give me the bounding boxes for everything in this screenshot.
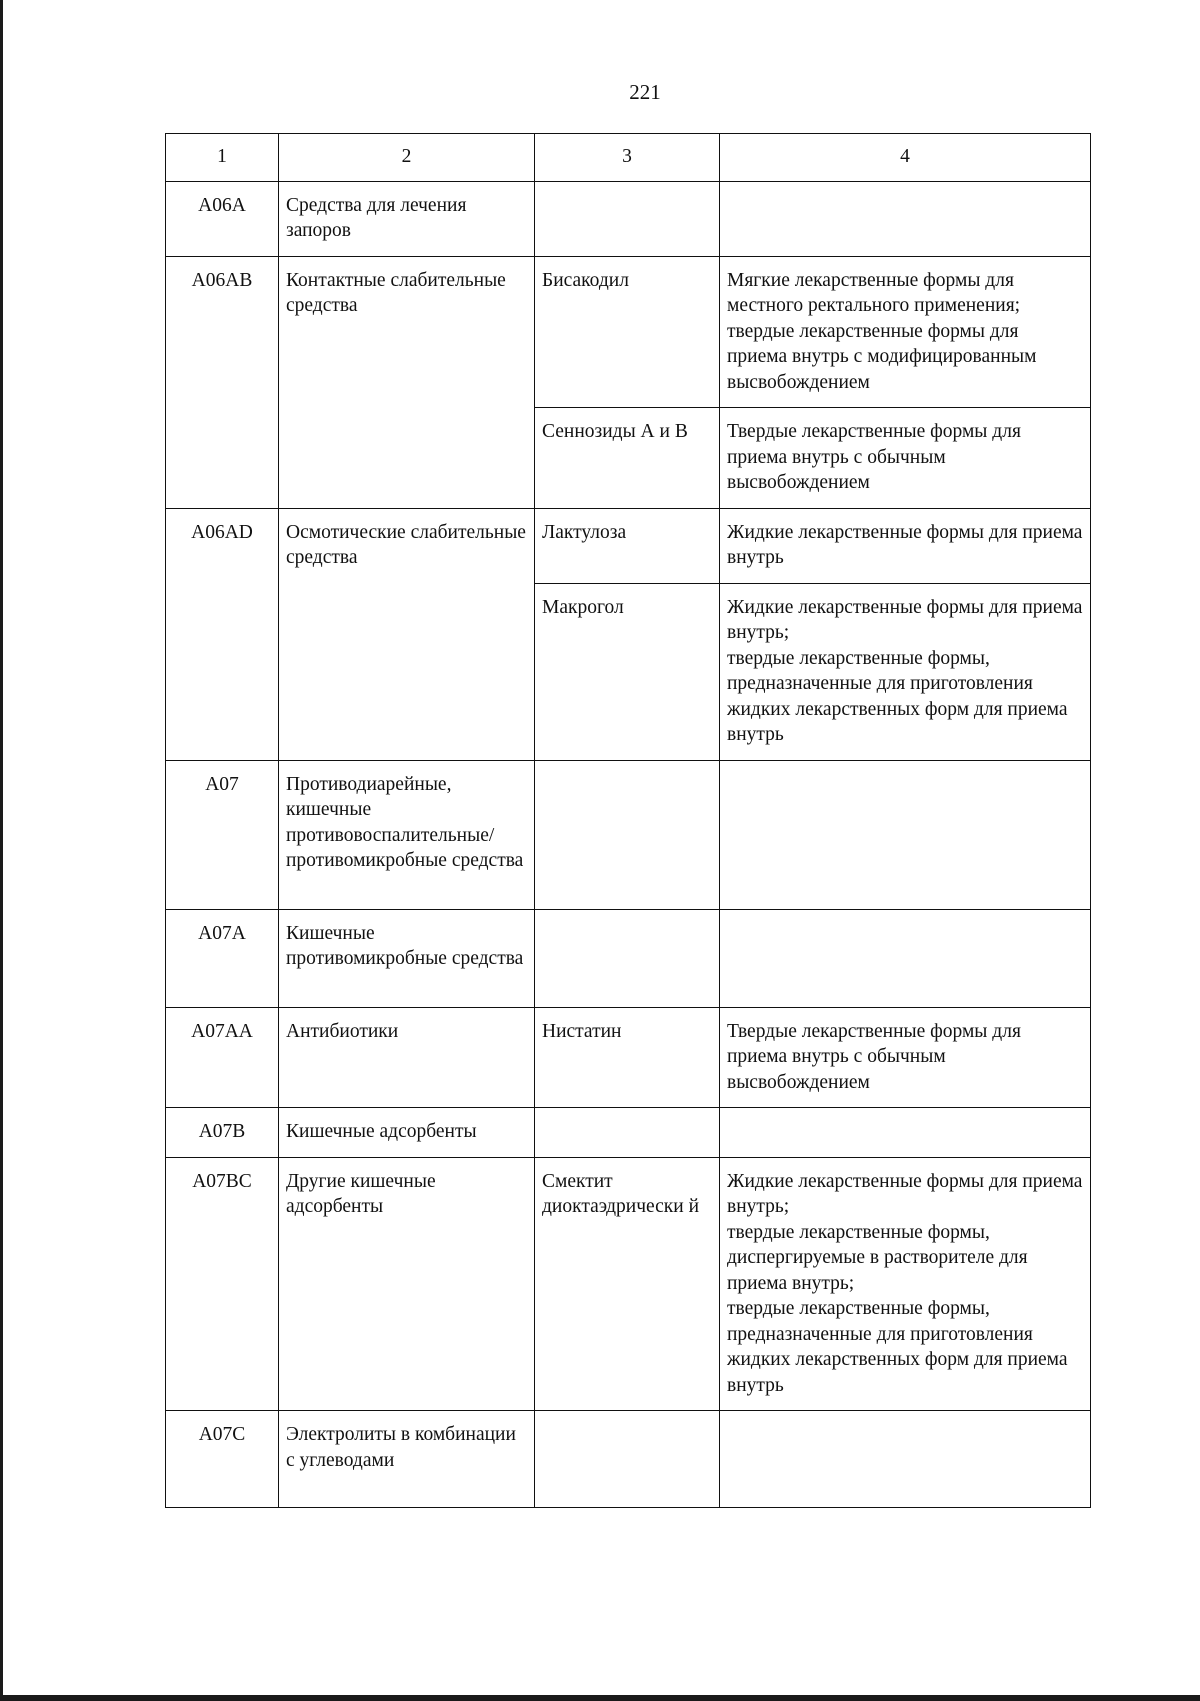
drug-name: Смектит диоктаэдрически й [535, 1157, 720, 1411]
table-row-a07bc [166, 1157, 1091, 1411]
atc-code: A06A [166, 181, 279, 256]
dosage-forms-empty [720, 1108, 1091, 1158]
dosage-forms-empty [720, 1411, 1091, 1508]
table-row-a07 [166, 760, 1091, 909]
table-row-a07c [166, 1411, 1091, 1508]
dosage-form-line: Жидкие лекарственные формы для приема внутрь; [727, 596, 1083, 643]
group-name: Противодиарейные, кишечные противовоспалительные/ противомикробные средства [279, 760, 535, 909]
drug-name: Сеннозиды А и В [535, 408, 720, 509]
group-name: Антибиотики [279, 1007, 535, 1108]
dosage-form-line: Мягкие лекарственные формы для местного ректального применения; [727, 269, 1021, 316]
dosage-forms [720, 256, 1091, 408]
drug-classification-table [165, 133, 1091, 1508]
atc-code: A06AD [166, 508, 279, 760]
scan-edge-left [0, 0, 3, 1701]
dosage-forms [720, 408, 1091, 509]
drug-name: Нистатин [535, 1007, 720, 1108]
group-name: Электролиты в комбинации с углеводами [279, 1411, 535, 1508]
dosage-form-line: твердые лекарственные формы, диспергируемые в растворителе для приема внутрь; [727, 1221, 1028, 1294]
table-row-a07b [166, 1108, 1091, 1158]
group-name: Другие кишечные адсорбенты [279, 1157, 535, 1411]
dosage-form-line: Жидкие лекарственные формы для приема внутрь; [727, 1170, 1083, 1217]
table-row-a06ab [166, 256, 1091, 408]
table-row-a07a [166, 909, 1091, 1007]
dosage-forms-empty [720, 909, 1091, 1007]
group-name: Кишечные противомикробные средства [279, 909, 535, 1007]
dosage-form-line: твердые лекарственные формы для приема внутрь с модифицированным высвобождением [727, 320, 1037, 393]
atc-code: A07C [166, 1411, 279, 1508]
table-header-row [166, 134, 1091, 182]
atc-code: A07AA [166, 1007, 279, 1108]
dosage-form-line: твердые лекарственные формы, предназначенные для приготовления жидких лекарственных форм для приема внутрь [727, 1298, 1068, 1396]
dosage-forms [720, 1157, 1091, 1411]
drug-name-empty [535, 1108, 720, 1158]
table-row-a06a [166, 181, 1091, 256]
scan-edge-bottom [0, 1695, 1200, 1701]
drug-name-empty [535, 181, 720, 256]
drug-name-empty [535, 909, 720, 1007]
dosage-forms-empty [720, 181, 1091, 256]
atc-code: A07B [166, 1108, 279, 1158]
drug-name-empty [535, 1411, 720, 1508]
column-header-4: 4 [720, 134, 1091, 182]
dosage-forms [720, 1007, 1091, 1108]
group-name: Осмотические слабительные средства [279, 508, 535, 760]
drug-name-empty [535, 760, 720, 909]
dosage-forms-empty [720, 760, 1091, 909]
column-header-1: 1 [166, 134, 279, 182]
dosage-form-line: Твердые лекарственные формы для приема внутрь с обычным высвобождением [727, 1020, 1021, 1093]
dosage-form-line: Твердые лекарственные формы для приема внутрь с обычным высвобождением [727, 421, 1021, 493]
page-number: 221 [629, 80, 661, 104]
dosage-forms [720, 508, 1091, 583]
atc-code: A07 [166, 760, 279, 909]
atc-code: A07A [166, 909, 279, 1007]
dosage-form-line: твердые лекарственные формы, предназначенные для приготовления жидких лекарственных форм для приема внутрь [727, 647, 1068, 745]
dosage-forms [720, 583, 1091, 760]
column-header-2: 2 [279, 134, 535, 182]
group-name: Контактные слабительные средства [279, 256, 535, 508]
drug-name: Макрогол [535, 583, 720, 760]
drug-name: Лактулоза [535, 508, 720, 583]
group-name: Кишечные адсорбенты [279, 1108, 535, 1158]
drug-name: Бисакодил [535, 256, 720, 408]
column-header-3: 3 [535, 134, 720, 182]
table-row-a07aa [166, 1007, 1091, 1108]
dosage-form-line: Жидкие лекарственные формы для приема внутрь [727, 521, 1083, 568]
atc-code: A07BC [166, 1157, 279, 1411]
atc-code: A06AB [166, 256, 279, 508]
table-row-a06ad [166, 508, 1091, 583]
group-name: Средства для лечения запоров [279, 181, 535, 256]
